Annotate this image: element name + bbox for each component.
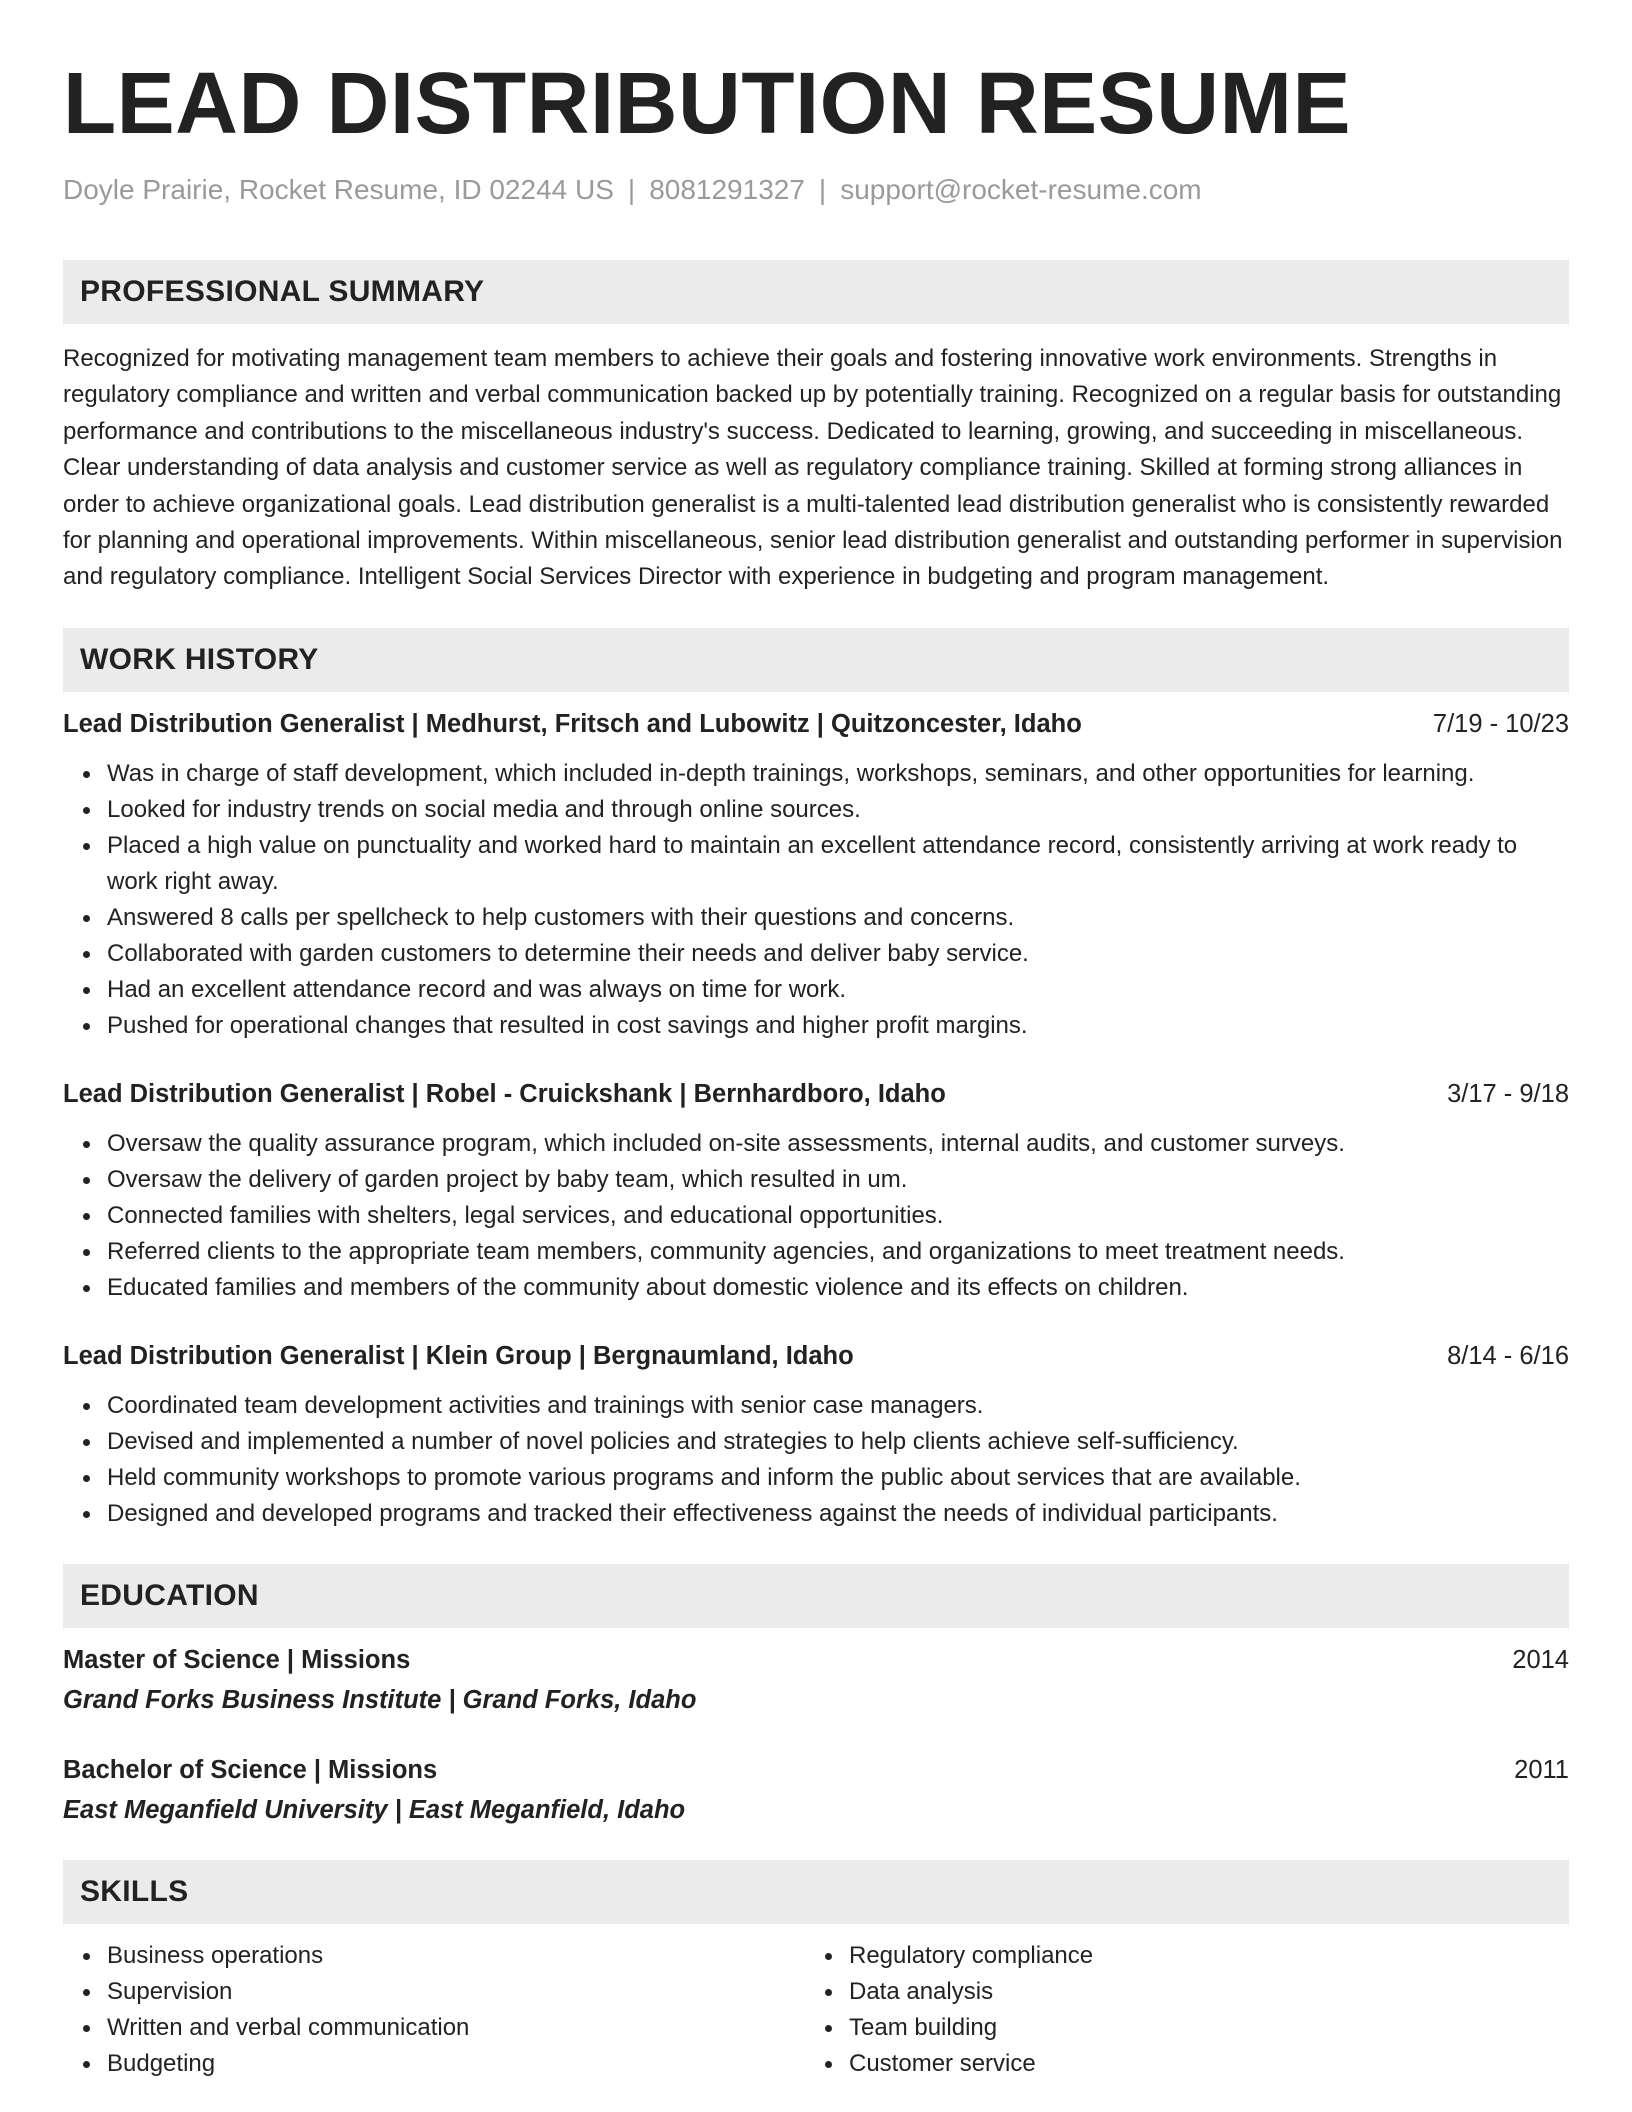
- contact-separator: |: [627, 174, 636, 205]
- job-dates: 8/14 - 6/16: [1447, 1341, 1569, 1370]
- job-bullet: Devised and implemented a number of novel policies and strategies to help clients achieve self-sufficiency.: [107, 1424, 1569, 1460]
- section-header-education: EDUCATION: [63, 1564, 1569, 1628]
- skills-grid: [63, 1938, 1569, 2082]
- skill-item: Written and verbal communication: [107, 2010, 805, 2046]
- skill-item: Business operations: [107, 1938, 805, 1974]
- job-bullet: Answered 8 calls per spellcheck to help customers with their questions and concerns.: [107, 900, 1569, 936]
- contact-line: [63, 170, 1569, 210]
- education-degree: Bachelor of Science | Missions: [63, 1755, 438, 1784]
- job-header: [63, 706, 1569, 742]
- education-year: 2011: [1514, 1755, 1569, 1784]
- education-header: [63, 1752, 1569, 1788]
- contact-email: support@rocket-resume.com: [840, 174, 1202, 205]
- job-bullet: Looked for industry trends on social media and through online sources.: [107, 792, 1569, 828]
- skill-item: Data analysis: [849, 1974, 1547, 2010]
- skill-item: Supervision: [107, 1974, 805, 2010]
- skills-list: [805, 1938, 1547, 2082]
- skills-column-left: [63, 1938, 805, 2082]
- job-dates: 7/19 - 10/23: [1432, 709, 1569, 738]
- job-bullet: Was in charge of staff development, which included in-depth trainings, workshops, seminars, and other opportunities for learning.: [107, 756, 1569, 792]
- education-school: Grand Forks Business Institute | Grand Forks, Idaho: [63, 1685, 697, 1714]
- job-entry: [63, 1076, 1569, 1306]
- education-degree: Master of Science | Missions: [63, 1645, 411, 1674]
- skills-list: [63, 1938, 805, 2082]
- skill-item: Budgeting: [107, 2046, 805, 2082]
- skill-item: Regulatory compliance: [849, 1938, 1547, 1974]
- job-title: Lead Distribution Generalist | Robel - Cruickshank | Bernhardboro, Idaho: [63, 1079, 946, 1108]
- job-dates: 3/17 - 9/18: [1447, 1079, 1569, 1108]
- section-header-skills: SKILLS: [63, 1860, 1569, 1924]
- section-header-summary: PROFESSIONAL SUMMARY: [63, 260, 1569, 324]
- education-entry: [63, 1642, 1569, 1718]
- skill-item: Customer service: [849, 2046, 1547, 2082]
- job-bullets: [63, 756, 1569, 1044]
- job-bullet: Coordinated team development activities and trainings with senior case managers.: [107, 1388, 1569, 1424]
- job-bullet: Placed a high value on punctuality and worked hard to maintain an excellent attendance record, consistently arriving at work ready to work right away.: [107, 828, 1569, 900]
- job-header: [63, 1076, 1569, 1112]
- job-bullets: [63, 1126, 1569, 1306]
- skill-item: Team building: [849, 2010, 1547, 2046]
- job-bullet: Pushed for operational changes that resulted in cost savings and higher profit margins.: [107, 1008, 1569, 1044]
- job-bullet: Oversaw the delivery of garden project by baby team, which resulted in um.: [107, 1162, 1569, 1198]
- education-entry: [63, 1752, 1569, 1828]
- contact-separator: |: [818, 174, 827, 205]
- job-bullet: Designed and developed programs and tracked their effectiveness against the needs of individual participants.: [107, 1496, 1569, 1532]
- job-bullet: Had an excellent attendance record and was always on time for work.: [107, 972, 1569, 1008]
- contact-address: Doyle Prairie, Rocket Resume, ID 02244 US: [63, 174, 614, 205]
- job-bullet: Referred clients to the appropriate team members, community agencies, and organizations to meet treatment needs.: [107, 1234, 1569, 1270]
- job-bullet: Connected families with shelters, legal services, and educational opportunities.: [107, 1198, 1569, 1234]
- job-title: Lead Distribution Generalist | Medhurst, Fritsch and Lubowitz | Quitzoncester, Idaho: [63, 709, 1082, 738]
- job-bullet: Collaborated with garden customers to determine their needs and deliver baby service.: [107, 936, 1569, 972]
- job-header: [63, 1338, 1569, 1374]
- job-entry: [63, 1338, 1569, 1532]
- section-header-work-history: WORK HISTORY: [63, 628, 1569, 692]
- job-bullets: [63, 1388, 1569, 1532]
- education-header: [63, 1642, 1569, 1678]
- job-entry: [63, 706, 1569, 1044]
- job-bullet: Held community workshops to promote various programs and inform the public about services that are available.: [107, 1460, 1569, 1496]
- education-year: 2014: [1512, 1645, 1569, 1674]
- job-bullet: Oversaw the quality assurance program, which included on-site assessments, internal audits, and customer surveys.: [107, 1126, 1569, 1162]
- job-bullet: Educated families and members of the community about domestic violence and its effects on children.: [107, 1270, 1569, 1306]
- education-school: East Meganfield University | East Meganfield, Idaho: [63, 1795, 686, 1824]
- summary-text: Recognized for motivating management team members to achieve their goals and fostering innovative work environments. Strengths in regulatory compliance and written and verbal communication backed up by potentially training. Recognized on a regular basis for outstanding performance and contributions to the miscellaneous industry's success. Dedicated to learning, growing, and succeeding in miscellaneous. Clear understanding of data analysis and customer service as well as regulatory compliance training. Skilled at forming strong alliances in order to achieve organizational goals. Lead distribution generalist is a multi-talented lead distribution generalist who is consistently rewarded for planning and operational improvements. Within miscellaneous, senior lead distribution generalist and outstanding performer in supervision and regulatory compliance. Intelligent Social Services Director with experience in budgeting and program management.: [63, 345, 1563, 591]
- resume-title: LEAD DISTRIBUTION RESUME: [63, 55, 1352, 152]
- job-title: Lead Distribution Generalist | Klein Group | Bergnaumland, Idaho: [63, 1341, 854, 1370]
- skills-column-right: [805, 1938, 1547, 2082]
- contact-phone: 8081291327: [649, 174, 805, 205]
